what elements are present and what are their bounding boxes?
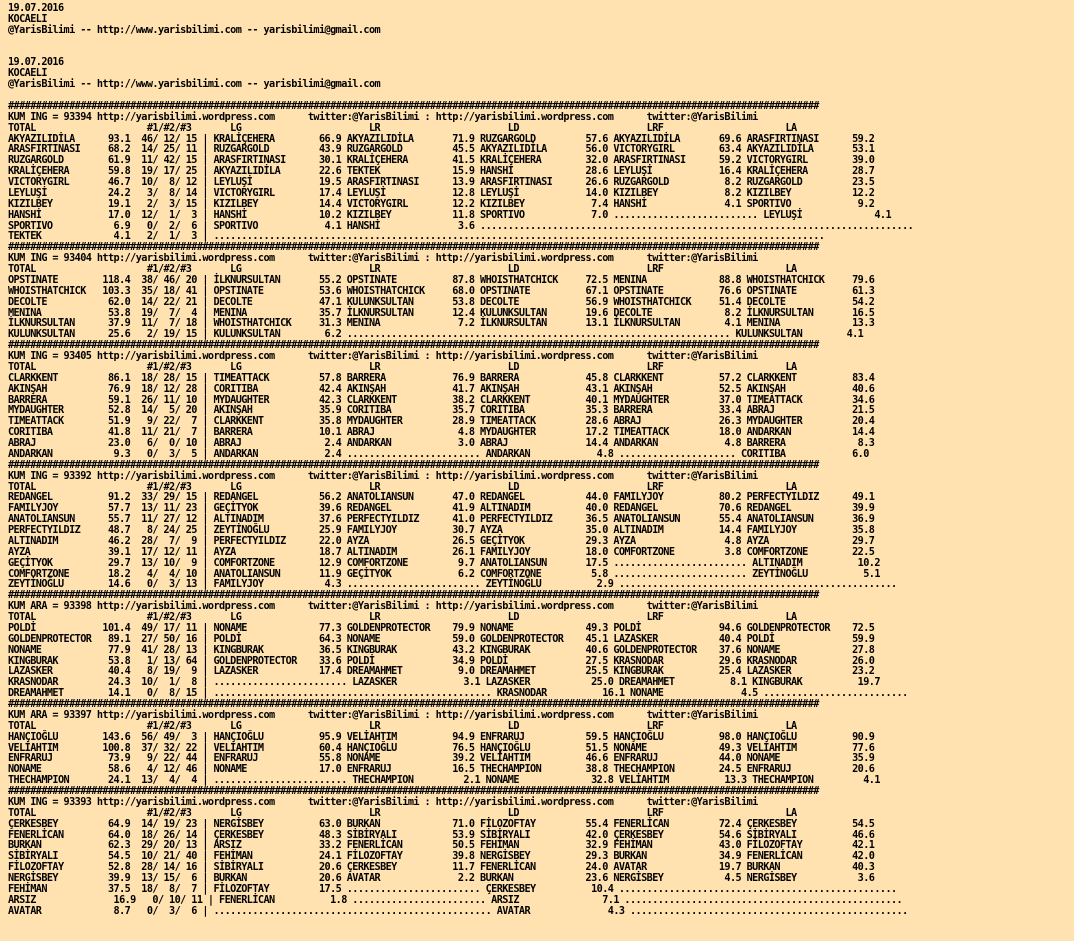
text-line: 19.07.2016: [8, 3, 64, 14]
text-line: ÇERKESBEY 64.9 14/ 19/ 23 | NERGİSBEY 63.0 BURKAN 71.0 FİLOZOFTAY 55.4 FENERLİCAN 72.4 ÇERKESBEY 54.5: [8, 818, 875, 830]
text-line: TOTAL #1/#2/#3 LG LR LD LRF LA: [8, 481, 797, 493]
text-line: ARASFIRTINASI 68.2 14/ 25/ 11 | RUZGARGOLD 43.9 RUZGARGOLD 45.5 AKYAZILIDİLA 56.0 VICTORYGIRL 63.4 AKYAZILIDİLA 53.1: [8, 144, 875, 156]
text-line: TIMEATTACK 51.9 9/ 22/ 7 | CLARKKENT 35.8 MYDAUGHTER 28.9 TIMEATTACK 28.6 ABRAJ 26.3 MYDAUGHTER 20.4: [8, 416, 875, 428]
separator-line: ##################################################################################################################################################: [8, 590, 819, 602]
separator-line: ##################################################################################################################################################: [8, 242, 819, 254]
text-line: MYDAUGHTER 52.8 14/ 5/ 20 | AKINŞAH 35.9 CORITIBA 35.7 CORITIBA 35.3 BARRERA 33.4 ABRAJ 21.5: [8, 405, 875, 417]
text-line: KRALİÇEHERA 59.8 19/ 17/ 25 | AKYAZILIDİLA 22.6 TEKTEK 15.9 HANSHİ 28.6 LEYLUŞİ 16.4 KRALİÇEHERA 28.7: [8, 166, 875, 178]
text-line: COMFORTZONE 18.2 4/ 4/ 10 | ANATOLIANSUN 11.9 GEÇİTYOK 6.2 COMFORTZONE 5.8 ........................ ZEYTİNOĞLU 5.1: [8, 568, 880, 580]
text-line: RUZGARGOLD 61.9 11/ 42/ 15 | ARASFIRTINASI 30.1 KRALİÇEHERA 41.5 KRALİÇEHERA 32.0 ARASFIRTINASI 59.2 VICTORYGIRL 39.0: [8, 155, 875, 167]
text-line: BURKAN 62.3 29/ 20/ 13 | ARSIZ 33.2 FENERLİCAN 50.5 FEHİMAN 32.9 FEHİMAN 43.0 FİLOZOFTAY 42.1: [8, 840, 875, 852]
text-line: FİLOZOFTAY 52.8 28/ 14/ 16 | SİBİRYALI 20.6 ÇERKESBEY 11.7 FENERLİCAN 24.0 AVATAR 19.7 BURKAN 40.3: [8, 862, 875, 874]
text-line: FAMILYJOY 57.7 13/ 11/ 23 | GEÇİTYOK 39.6 REDANGEL 41.9 ALTINADIM 40.0 REDANGEL 70.6 REDANGEL 39.9: [8, 503, 875, 515]
text-line: ALTINADIM 46.2 28/ 7/ 9 | PERFECTYILDIZ 22.0 AYZA 26.5 GEÇİTYOK 29.3 AYZA 4.8 AYZA 29.7: [8, 535, 875, 547]
text-line: ANATOLIANSUN 55.7 11/ 27/ 12 | ALTINADIM 37.6 PERFECTYILDIZ 41.0 PERFECTYILDIZ 36.5 ANATOLIANSUN 55.4 ANATOLIANSUN 36.9: [8, 514, 875, 526]
text-line: NONAME 58.6 4/ 12/ 46 | NONAME 17.0 ENFRARUJ 16.5 THECHAMPION 38.8 THECHAMPION 24.5 ENFRARUJ 20.6: [8, 764, 875, 776]
text-line: AKINŞAH 76.9 18/ 12/ 28 | CORITIBA 42.4 AKINŞAH 41.7 AKINŞAH 43.1 AKINŞAH 52.5 AKINŞAH 40.6: [8, 383, 875, 395]
text-line: KUM ARA = 93398 http://yarisbilimi.wordpress.com twitter:@YarisBilimi : http://yarisbilimi.wordpress.com twitter:@YarisBilimi: [8, 601, 758, 613]
separator-line: ##################################################################################################################################################: [8, 699, 819, 710]
text-line: DECOLTE 62.0 14/ 22/ 21 | DECOLTE 47.1 KULUNKSULTAN 53.8 DECOLTE 56.9 WHOISTHATCHICK 51.4 DECOLTE 54.2: [8, 296, 875, 308]
text-line: KUM ING = 93405 http://yarisbilimi.wordpress.com twitter:@YarisBilimi : http://yarisbilimi.wordpress.com twitter:@YarisBilimi: [8, 351, 758, 362]
text-line: BARRERA 59.1 26/ 11/ 10 | MYDAUGHTER 42.3 CLARKKENT 38.2 CLARKKENT 40.1 MYDAUGHTER 37.0 TIMEATTACK 34.6: [8, 394, 875, 406]
text-line: REDANGEL 91.2 33/ 29/ 15 | REDANGEL 56.2 ANATOLIANSUN 47.0 REDANGEL 44.0 FAMILYJOY 80.2 PERFECTYILDIZ 49.1: [8, 492, 875, 504]
text-line: HANÇIOĞLU 143.6 56/ 49/ 3 | HANÇIOĞLU 95.9 VELİAHTIM 94.9 ENFRARUJ 59.5 HANÇIOĞLU 98.0 HANÇIOĞLU 90.9: [8, 731, 875, 743]
text-line: KULUNKSULTAN 25.6 2/ 19/ 15 | KULUNKSULTAN 6.2 ..................................................................... KULUNKSULTAN 4.1: [8, 329, 864, 341]
text-line: ABRAJ 23.0 6/ 0/ 10 | ABRAJ 2.4 ANDARKAN 3.0 ABRAJ 14.4 ANDARKAN 4.8 BARRERA 8.3: [8, 438, 875, 449]
text-line: GEÇİTYOK 29.7 13/ 10/ 9 | COMFORTZONE 12.9 COMFORTZONE 9.7 ANATOLIANSUN 17.5 ........................ ALTINADIM 10.2: [8, 557, 880, 569]
text-line: ARSIZ 16.9 0/ 10/ 11 | FENERLİCAN 1.8 ........................ ARSIZ 7.1 ..................................................: [8, 894, 903, 906]
text-line: KUM ARA = 93397 http://yarisbilimi.wordpress.com twitter:@YarisBilimi : http://yarisbilimi.wordpress.com twitter:@YarisBilimi: [8, 709, 758, 721]
text-line: KOCAELI: [8, 13, 47, 25]
text-line: THECHAMPION 24.1 13/ 4/ 4 | ........................ THECHAMPION 2.1 NONAME 32.8 VELİAHTIM 13.3 THECHAMPION 4.1: [8, 775, 880, 787]
text-line: GOLDENPROTECTOR 89.1 27/ 50/ 16 | POLDİ 64.3 NONAME 59.0 GOLDENPROTECTOR 45.1 LAZASKER 40.4 POLDİ 59.9: [8, 633, 875, 645]
text-line: FENERLİCAN 64.0 18/ 26/ 14 | ÇERKESBEY 48.3 SİBİRYALI 53.9 SİBİRYALI 42.0 ÇERKESBEY 54.6 SİBİRYALI 46.6: [8, 829, 875, 841]
separator-line: ##################################################################################################################################################: [8, 100, 819, 112]
text-line: CLARKKENT 86.1 18/ 28/ 15 | TIMEATTACK 57.8 BARRERA 76.9 BARRERA 45.8 CLARKKENT 57.2 CLARKKENT 83.4: [8, 372, 875, 384]
text-line: @YarisBilimi -- http://www.yarisbilimi.com -- yarisbilimi@gmail.com: [8, 24, 381, 36]
text-line: WHOISTHATCHICK 103.3 35/ 18/ 41 | OPSTINATE 53.6 WHOISTHATCHICK 68.0 OPSTINATE 67.1 OPSTINATE 76.6 OPSTINATE 61.3: [8, 285, 875, 297]
text-line: HANSHİ 17.0 12/ 1/ 3 | HANSHİ 10.2 KIZILBEY 11.8 SPORTIVO 7.0 .......................... LEYLUŞİ 4.1: [8, 209, 891, 221]
text-line: NERGİSBEY 39.9 13/ 15/ 6 | BURKAN 20.6 AVATAR 2.2 BURKAN 23.6 NERGİSBEY 4.5 NERGİSBEY 3.6: [8, 873, 875, 884]
text-line: AKYAZILIDİLA 93.1 46/ 12/ 15 | KRALİÇEHERA 66.9 AKYAZILIDİLA 71.9 RUZGARGOLD 57.6 AKYAZILIDİLA 69.6 ARASFIRTINASI 59.2: [8, 133, 875, 145]
text-line: POLDİ 101.4 49/ 17/ 11 | NONAME 77.3 GOLDENPROTECTOR 79.9 NONAME 49.3 POLDİ 94.6 GOLDENPROTECTOR 72.5: [8, 622, 875, 634]
text-line: VICTORYGIRL 46.7 10/ 8/ 12 | LEYLUŞİ 19.5 ARASFIRTINASI 13.9 ARASFIRTINASI 26.6 RUZGARGOLD 8.2 RUZGARGOLD 23.5: [8, 177, 875, 188]
text-line: PERFECTYILDIZ 48.7 8/ 24/ 25 | ZEYTİNOĞLU 25.9 FAMILYJOY 30.7 AYZA 35.0 ALTINADIM 14.4 FAMILYJOY 35.8: [8, 525, 875, 536]
text-line: [8, 48, 1074, 59]
text-line: KIZILBEY 19.1 2/ 3/ 15 | KIZILBEY 14.4 VICTORYGIRL 12.2 KIZILBEY 7.4 HANSHİ 4.1 SPORTIVO 9.2: [8, 198, 875, 210]
text-line: KOCAELI: [8, 68, 47, 80]
text-line: LAZASKER 40.4 8/ 19/ 9 | LAZASKER 17.4 DREAMAHMET 9.0 DREAMAHMET 25.5 KINGBURAK 25.4 LAZASKER 23.2: [8, 666, 875, 678]
text-line: TOTAL #1/#2/#3 LG LR LD LRF LA: [8, 361, 797, 373]
text-line: KUM ING = 93404 http://yarisbilimi.wordpress.com twitter:@YarisBilimi : http://yarisbilimi.wordpress.com twitter:@YarisBilimi: [8, 253, 758, 265]
text-line: LEYLUŞİ 24.2 3/ 8/ 14 | VICTORYGIRL 17.4 LEYLUŞİ 12.8 LEYLUŞİ 14.0 KIZILBEY 8.2 KIZILBEY 12.2: [8, 187, 875, 199]
text-line: FEHİMAN 37.5 18/ 8/ 7 | FİLOZOFTAY 17.5 ........................ ÇERKESBEY 10.4 ..................................................: [8, 883, 897, 895]
text-line: SİBİRYALI 54.5 10/ 21/ 40 | FEHİMAN 24.1 FİLOZOFTAY 39.8 NERGİSBEY 29.3 BURKAN 34.9 FENERLİCAN 42.0: [8, 851, 875, 863]
text-line: İLKNURSULTAN 37.9 11/ 7/ 18 | WHOISTHATCHICK 31.3 MENINA 7.2 İLKNURSULTAN 13.1 İLKNURSULTAN 4.1 MENINA 13.3: [8, 318, 875, 330]
text-line: NONAME 77.9 41/ 28/ 13 | KINGBURAK 36.5 KINGBURAK 43.2 KINGBURAK 40.6 GOLDENPROTECTOR 37.6 NONAME 27.8: [8, 644, 875, 656]
text-line: @YarisBilimi -- http://www.yarisbilimi.com -- yarisbilimi@gmail.com: [8, 79, 381, 91]
text-line: TOTAL #1/#2/#3 LG LR LD LRF LA: [8, 264, 797, 275]
text-line: 19.07.2016: [8, 57, 64, 69]
text-line: MENINA 53.8 19/ 7/ 4 | MENINA 35.7 İLKNURSULTAN 12.4 KULUNKSULTAN 19.6 DECOLTE 8.2 İLKNURSULTAN 16.5: [8, 307, 875, 319]
text-line: ENFRARUJ 73.9 9/ 22/ 44 | ENFRARUJ 55.8 NONAME 39.2 VELİAHTIM 46.6 ENFRARUJ 44.0 NONAME 35.9: [8, 753, 875, 765]
text-line: ZEYTİNOĞLU 14.6 0/ 3/ 13 | FAMILYJOY 4.3 ........................ ZEYTİNOĞLU 2.9 ..................................................: [8, 579, 897, 591]
text-line: ANDARKAN 9.3 0/ 3/ 5 | ANDARKAN 2.4 ........................ ANDARKAN 4.8 ..................... CORITIBA 6.0: [8, 448, 869, 460]
text-line: DREAMAHMET 14.1 0/ 8/ 15 | .................................................. KRASNODAR 16.1 NONAME 4.5 ..........................: [8, 688, 908, 700]
text-line: TOTAL #1/#2/#3 LG LR LD LRF LA: [8, 612, 797, 623]
text-line: AYZA 39.1 17/ 12/ 11 | AYZA 18.7 ALTINADIM 26.1 FAMILYJOY 18.0 COMFORTZONE 3.8 COMFORTZONE 22.5: [8, 546, 875, 558]
text-line: TOTAL #1/#2/#3 LG LR LD LRF LA: [8, 720, 797, 732]
text-line: KRASNODAR 24.3 10/ 1/ 8 | ........................ LAZASKER 3.1 LAZASKER 25.0 DREAMAHMET 8.1 KINGBURAK 19.7: [8, 677, 880, 689]
text-line: SPORTIVO 6.9 0/ 2/ 6 | SPORTIVO 4.1 HANSHİ 3.6 ..............................................................................: [8, 220, 914, 232]
text-line: KUM ING = 93393 http://yarisbilimi.wordpress.com twitter:@YarisBilimi : http://yarisbilimi.wordpress.com twitter:@YarisBilimi: [8, 796, 758, 808]
text-line: TOTAL #1/#2/#3 LG LR LD LRF LA: [8, 807, 797, 819]
text-line: TOTAL #1/#2/#3 LG LR LD LRF LA: [8, 122, 797, 134]
separator-line: ##################################################################################################################################################: [8, 340, 819, 352]
text-line: KINGBURAK 53.8 1/ 13/ 64 | GOLDENPROTECTOR 33.6 POLDİ 34.9 POLDİ 27.5 KRASNODAR 29.6 KRASNODAR 26.0: [8, 655, 875, 667]
text-line: TEKTEK 4.1 2/ 1/ 3 | ..............................................................................................................: [8, 231, 825, 243]
text-line: OPSTINATE 118.4 38/ 46/ 20 | İLKNURSULTAN 55.2 OPSTINATE 87.8 WHOISTHATCHICK 72.5 MENINA 88.8 WHOISTHATCHICK 79.6: [8, 274, 875, 286]
text-line: VELİAHTIM 100.8 37/ 32/ 22 | VELİAHTIM 60.4 HANÇIOĞLU 76.5 HANÇIOĞLU 51.5 NONAME 49.3 VELİAHTIM 77.6: [8, 742, 875, 754]
text-line: KUM ING = 93392 http://yarisbilimi.wordpress.com twitter:@YarisBilimi : http://yarisbilimi.wordpress.com twitter:@YarisBilimi: [8, 470, 758, 482]
text-line: CORITIBA 41.8 11/ 21/ 7 | BARRERA 10.1 ABRAJ 4.8 MYDAUGHTER 17.2 TIMEATTACK 18.0 ANDARKAN 14.4: [8, 427, 875, 439]
text-line: KUM ING = 93394 http://yarisbilimi.wordpress.com twitter:@YarisBilimi : http://yarisbilimi.wordpress.com twitter:@YarisBilimi: [8, 111, 758, 123]
separator-line: ##################################################################################################################################################: [8, 459, 819, 471]
text-line: [8, 37, 1074, 48]
separator-line: ##################################################################################################################################################: [8, 786, 819, 797]
text-line: AVATAR 8.7 0/ 3/ 6 | .................................................. AVATAR 4.3 ..................................................: [8, 905, 908, 917]
